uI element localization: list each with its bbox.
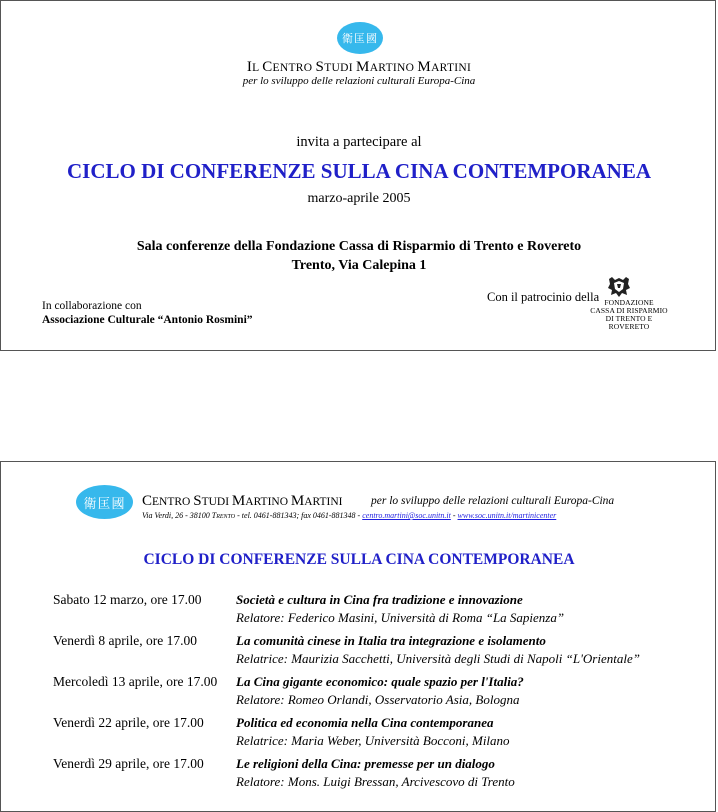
org-letter: S (193, 493, 202, 509)
schedule-title: CICLO DI CONFERENZE SULLA CINA CONTEMPORANEA (143, 551, 575, 568)
email-link[interactable]: centro.martini@soc.unitn.it (362, 511, 451, 520)
program-card (0, 461, 716, 812)
org-text: ARTINI (431, 62, 472, 74)
event-title: La Cina gigante economico: quale spazio per l'Italia? (236, 674, 524, 689)
foundation-name-line: FONDAZIONE (604, 298, 654, 307)
org-letter: M (290, 493, 305, 509)
org-letter: M (356, 59, 370, 75)
org-letter: I (246, 59, 253, 75)
org-text: L (252, 62, 263, 74)
patronage-label: Con il patrocinio della (487, 290, 600, 304)
event-date: Venerdì 22 aprile, ore 17.00 (53, 715, 204, 730)
organization-name (1, 59, 717, 76)
organization-name (142, 493, 343, 510)
event-date: Sabato 12 marzo, ore 17.00 (53, 592, 202, 607)
address-text: Via Verdi, 26 - 38100 (142, 511, 212, 520)
separator: - (450, 511, 458, 520)
foundation-name-line: CASSA DI RISPARMIO (590, 306, 668, 315)
venue-address: Trento, Via Calepina 1 (291, 258, 427, 273)
venue-name: Sala conferenze della Fondazione Cassa di Risparmio di Trento e Rovereto (136, 239, 582, 254)
collaboration-label: In collaborazione con (42, 300, 142, 312)
address-city: Trento (211, 511, 236, 520)
event-speaker: Relatore: Federico Masini, Università di Roma “La Sapienza” (236, 610, 565, 625)
phone-fax-text: - tel. 0461-881343; fax 0461-881348 - (235, 511, 363, 520)
website-link[interactable]: www.soc.unitn.it/martinicenter (457, 511, 557, 520)
organization-tagline: per lo sviluppo delle relazioni culturali Europa-Cina (242, 75, 476, 87)
org-text: ENTRO (272, 62, 316, 74)
org-letter: C (142, 493, 153, 509)
org-letter: S (315, 59, 325, 75)
org-text: ARTINO (245, 496, 291, 508)
event-title: Società e cultura in Cina fra tradizione e innovazione (236, 592, 523, 607)
collaboration-partner: Associazione Culturale “Antonio Rosmini” (42, 314, 253, 326)
invite-text: invita a partecipare al (296, 134, 422, 150)
org-text: ENTRO (152, 496, 194, 508)
org-text: ARTINO (369, 62, 418, 74)
event-date: Mercoledì 13 aprile, ore 17.00 (53, 674, 218, 689)
event-speaker: Relatrice: Maria Weber, Università Bocconi, Milano (236, 733, 510, 748)
invitation-card (0, 0, 716, 351)
center-logo-icon: 衛匡國 (76, 485, 133, 519)
contact-line (142, 511, 556, 520)
event-dates: marzo-aprile 2005 (307, 191, 411, 206)
event-speaker: Relatrice: Maurizia Sacchetti, Università degli Studi di Napoli “L'Orientale” (236, 651, 640, 666)
foundation-name-line: DI TRENTO E ROVERETO (605, 314, 653, 331)
event-title: Politica ed economia nella Cina contemporanea (236, 715, 494, 730)
org-text: TUDI (324, 62, 357, 74)
org-letter: M (231, 493, 246, 509)
event-date: Venerdì 8 aprile, ore 17.00 (53, 633, 197, 648)
event-speaker: Relatore: Mons. Luigi Bressan, Arcivescovo di Trento (236, 774, 515, 789)
foundation-emblem-icon (606, 276, 632, 298)
main-title: CICLO DI CONFERENZE SULLA CINA CONTEMPORANEA (67, 159, 651, 183)
event-title: La comunità cinese in Italia tra integrazione e isolamento (236, 633, 546, 648)
org-text: ARTINI (304, 496, 343, 508)
org-letter: M (417, 59, 432, 75)
event-speaker: Relatore: Romeo Orlandi, Osservatorio Asia, Bologna (236, 692, 520, 707)
center-logo-icon: 衛匡國 (337, 22, 383, 54)
event-date: Venerdì 29 aprile, ore 17.00 (53, 756, 204, 771)
organization-tagline: per lo sviluppo delle relazioni culturali Europa-Cina (371, 495, 615, 507)
org-text: TUDI (201, 496, 232, 508)
org-letter: C (262, 59, 273, 75)
event-title: Le religioni della Cina: premesse per un dialogo (236, 756, 495, 771)
